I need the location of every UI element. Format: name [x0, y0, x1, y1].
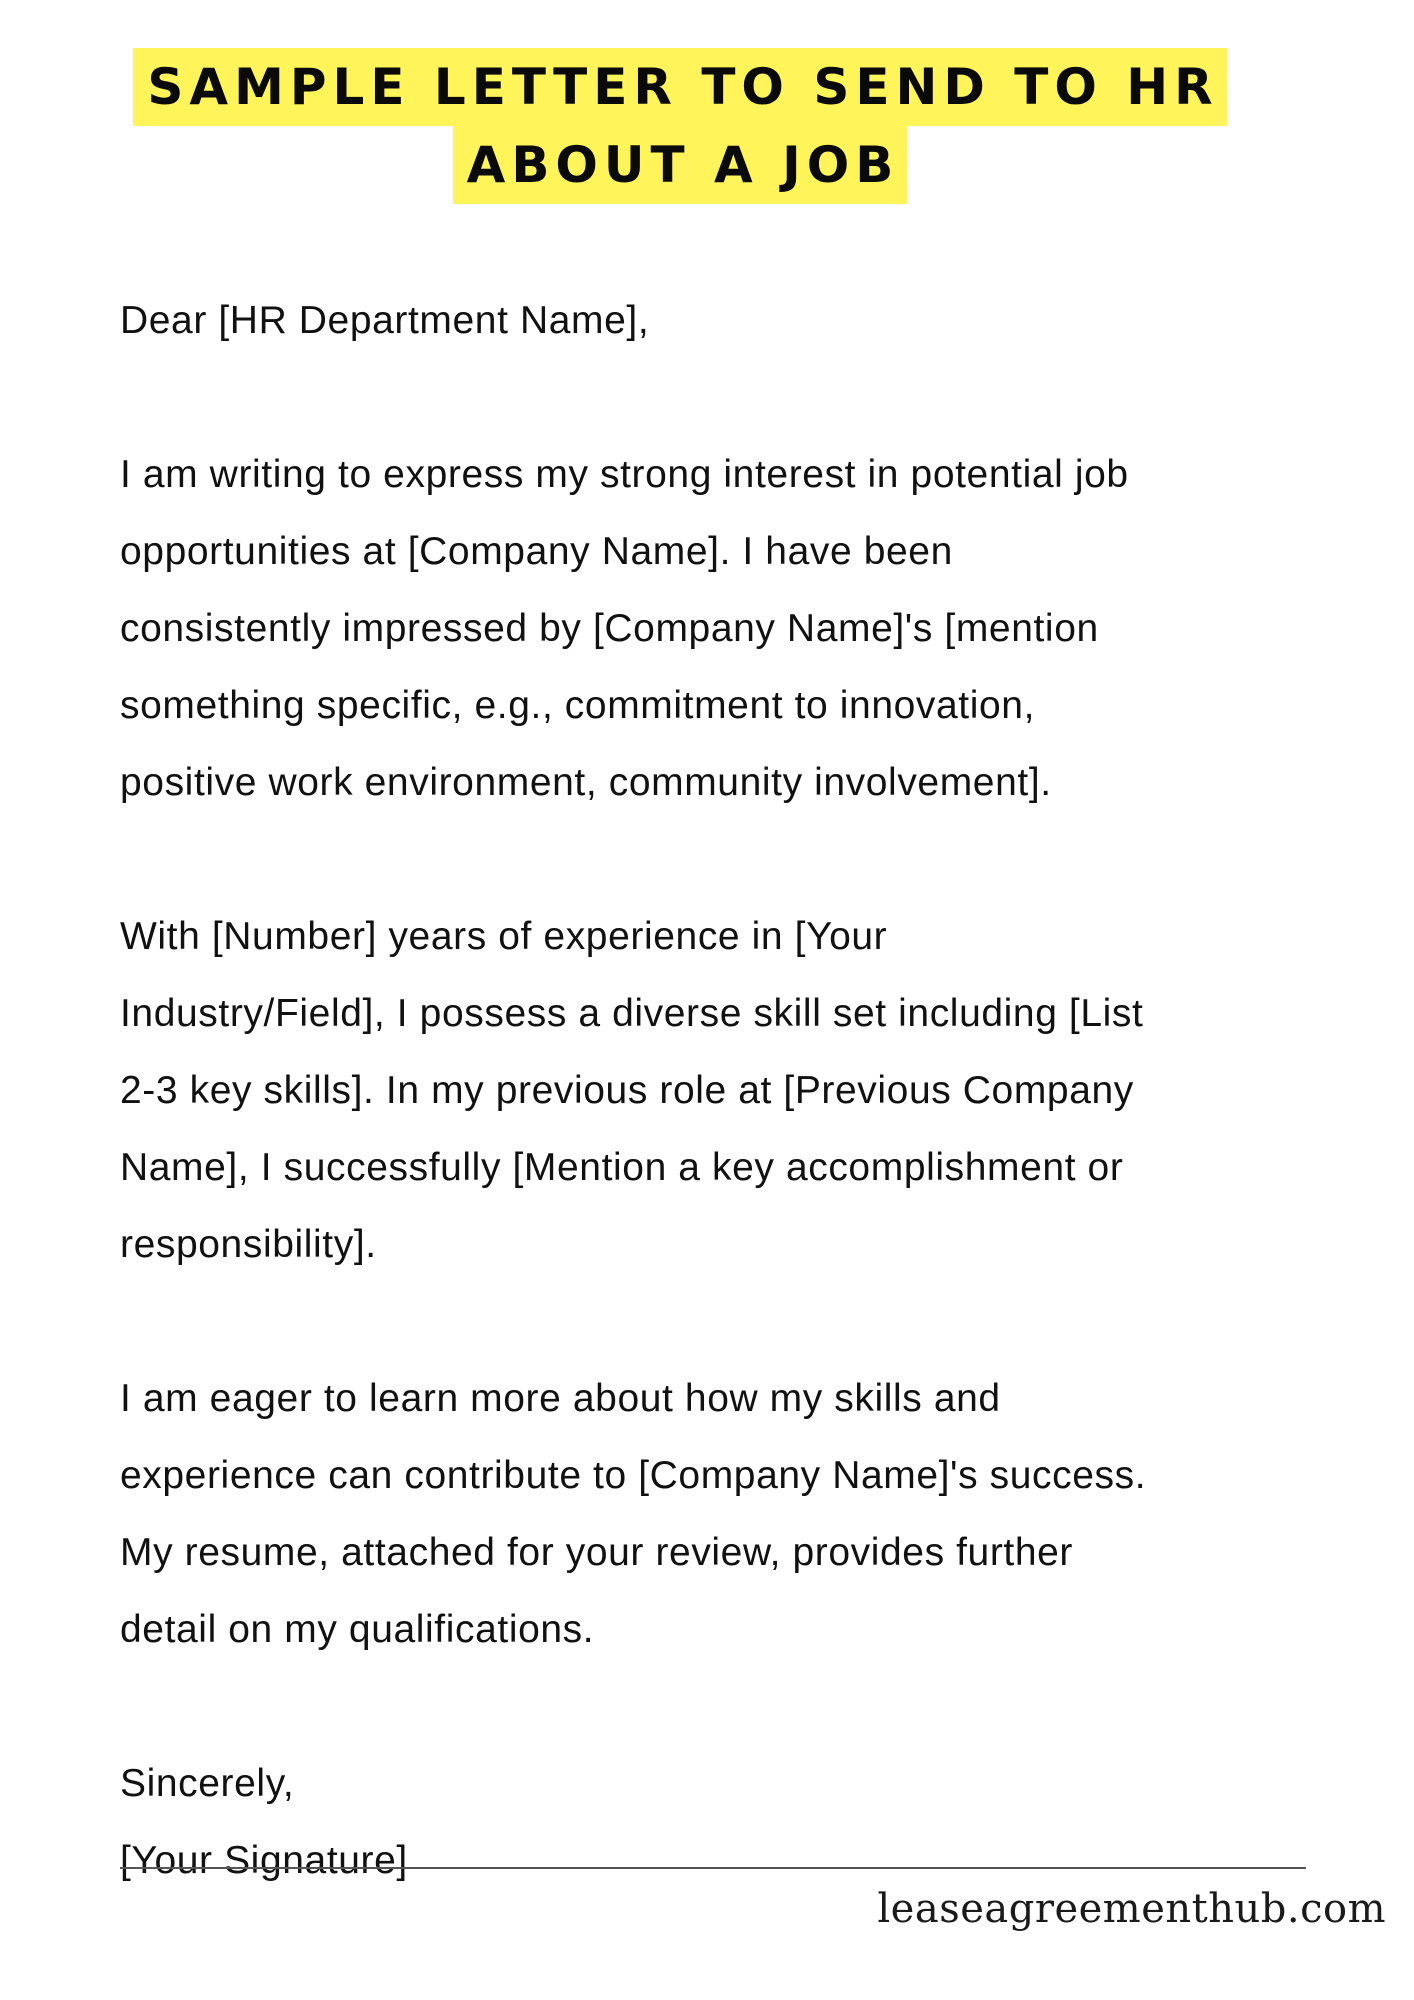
signature-placeholder: [Your Signature]	[120, 1839, 408, 1882]
closing: Sincerely,	[120, 1762, 295, 1805]
document-title	[0, 48, 1360, 204]
title-line-2: ABOUT A JOB	[453, 126, 908, 204]
letter-body	[120, 282, 1360, 1899]
signature-line	[120, 1867, 1306, 1869]
footer-brand: leaseagreementhub.com	[877, 1886, 1386, 1932]
paragraph-experience: With [Number] years of experience in [Your Industry/Field], I possess a diverse skill set including [List 2-3 key skills]. In my previous role at [Previous Company Name], I successfully [Mention a key accomplishment or responsibility].	[120, 915, 1144, 1266]
paragraph-interest: I am writing to express my strong interest in potential job opportunities at [Company Name]. I have been consistently impressed by [Company Name]'s [mention something specific, e.g., commitment to innovation, positive work environment, community involvement].	[120, 453, 1129, 804]
salutation: Dear [HR Department Name],	[120, 299, 650, 342]
title-line-1: SAMPLE LETTER TO SEND TO HR	[133, 48, 1226, 126]
paragraph-eager: I am eager to learn more about how my skills and experience can contribute to [Company Name]'s success. My resume, attached for your review, provides further detail on my qualifications.	[120, 1377, 1147, 1651]
